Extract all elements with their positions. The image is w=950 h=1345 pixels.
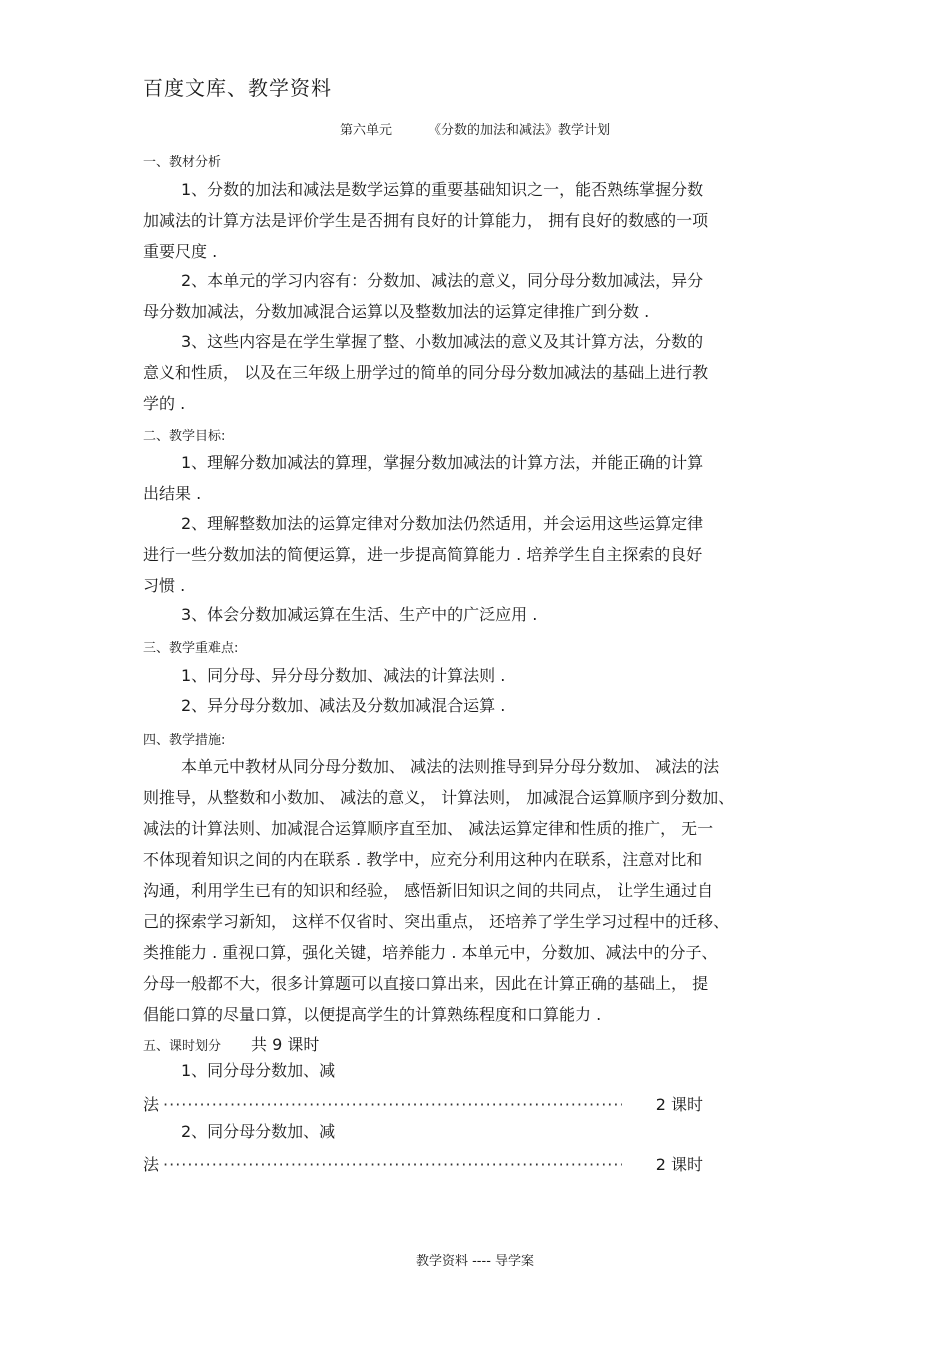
text-line: 加减法的计算方法是评价学生是否拥有良好的计算能力， 拥有良好的数感的一项 (143, 211, 709, 230)
goal-item-3: 3、体会分数加减运算在生活、生产中的广泛应用 . (181, 605, 538, 624)
text-line: 进行一些分数加法的简便运算，进一步提高简算能力 . 培养学生自主探索的良好 (143, 545, 703, 564)
schedule-label: 五、课时划分 (143, 1039, 222, 1054)
text-line: 己的探索学习新知， 这样不仅省时、突出重点， 还培养了学生学习过程中的迁移、 (143, 912, 730, 931)
text-line: 不体现着知识之间的内在联系 . 教学中，应充分利用这种内在联系，注意对比和 (143, 850, 703, 869)
text-line: 意义和性质， 以及在三年级上册学过的简单的同分母分数加减法的基础上进行教 (143, 363, 709, 382)
text-line: 本单元中教材从同分母分数加、 减法的法则推导到异分母分数加、 减法的法 (181, 757, 720, 776)
schedule-item-2-title: 2、同分母分数加、减 (181, 1122, 336, 1141)
text-line: 沟通，利用学生已有的知识和经验， 感悟新旧知识之间的共同点， 让学生通过自 (143, 881, 714, 900)
section-heading-goals: 二、教学目标: (143, 429, 226, 444)
unit-name: 《分数的加法和减法》教学计划 (428, 123, 611, 138)
text-line: 1、分数的加法和减法是数学运算的重要基础知识之一，能否熟练掌握分数 (181, 180, 704, 199)
document-title (0, 119, 950, 138)
schedule-item-1-title: 1、同分母分数加、减 (181, 1061, 336, 1080)
schedule-item-2-hours: 2 课时 (655, 1155, 703, 1174)
goal-paragraph-1 (143, 447, 813, 509)
text-line: 则推导，从整数和小数加、 减法的意义， 计算法则， 加减混合运算顺序到分数加、 (143, 788, 735, 807)
text-line: 类推能力 . 重视口算，强化关键，培养能力 . 本单元中，分数加、减法中的分子、 (143, 943, 718, 962)
leader-dots (163, 1095, 622, 1114)
key-point-2: 2、异分母分数加、减法及分数加减混合运算 . (181, 696, 506, 715)
text-line: 倡能口算的尽量口算，以便提高学生的计算熟练程度和口算能力 . (143, 1005, 602, 1024)
section-heading-analysis: 一、教材分析 (143, 155, 222, 170)
text-line: 学的 . (143, 394, 186, 413)
text-line: 3、这些内容是在学生掌握了整、小数加减法的意义及其计算方法，分数的 (181, 332, 704, 351)
text-line: 习惯 . (143, 576, 186, 595)
page-header: 百度文库、教学资料 (143, 76, 332, 100)
measures-paragraph (143, 751, 813, 1030)
section-heading-measures: 四、教学措施: (143, 733, 226, 748)
section-heading-schedule (143, 1032, 319, 1055)
schedule-item-1-row (143, 1092, 703, 1115)
text-line: 重要尺度 . (143, 242, 218, 261)
key-point-1: 1、同分母、异分母分数加、减法的计算法则 . (181, 666, 506, 685)
analysis-paragraph-1 (143, 174, 813, 267)
text-line: 2、理解整数加法的运算定律对分数加法仍然适用，并会运用这些运算定律 (181, 514, 704, 533)
schedule-item-2-row (143, 1152, 703, 1175)
schedule-total: 共 9 课时 (251, 1035, 320, 1054)
page-footer: 教学资料 ---- 导学案 (415, 1254, 535, 1269)
unit-label: 第六单元 (339, 123, 392, 138)
section-heading-key-points: 三、教学重难点: (143, 641, 239, 656)
leader-dots (163, 1155, 622, 1174)
text-line: 减法的计算法则、加减混合运算顺序直至加、 减法运算定律和性质的推广， 无一 (143, 819, 714, 838)
text-line: 1、理解分数加减法的算理，掌握分数加减法的计算方法，并能正确的计算 (181, 453, 704, 472)
analysis-paragraph-3 (143, 326, 813, 419)
schedule-item-1-hours: 2 课时 (655, 1095, 703, 1114)
analysis-paragraph-2 (143, 265, 813, 327)
schedule-item-2-tail: 法 (143, 1155, 160, 1174)
text-line: 分母一般都不大，很多计算题可以直接口算出来，因此在计算正确的基础上， 提 (143, 974, 709, 993)
schedule-item-1-tail: 法 (143, 1095, 160, 1114)
text-line: 2、本单元的学习内容有：分数加、减法的意义，同分母分数加减法，异分 (181, 271, 704, 290)
text-line: 母分数加减法，分数加减混合运算以及整数加法的运算定律推广到分数 . (143, 302, 650, 321)
text-line: 出结果 . (143, 484, 202, 503)
goal-paragraph-2 (143, 508, 813, 601)
